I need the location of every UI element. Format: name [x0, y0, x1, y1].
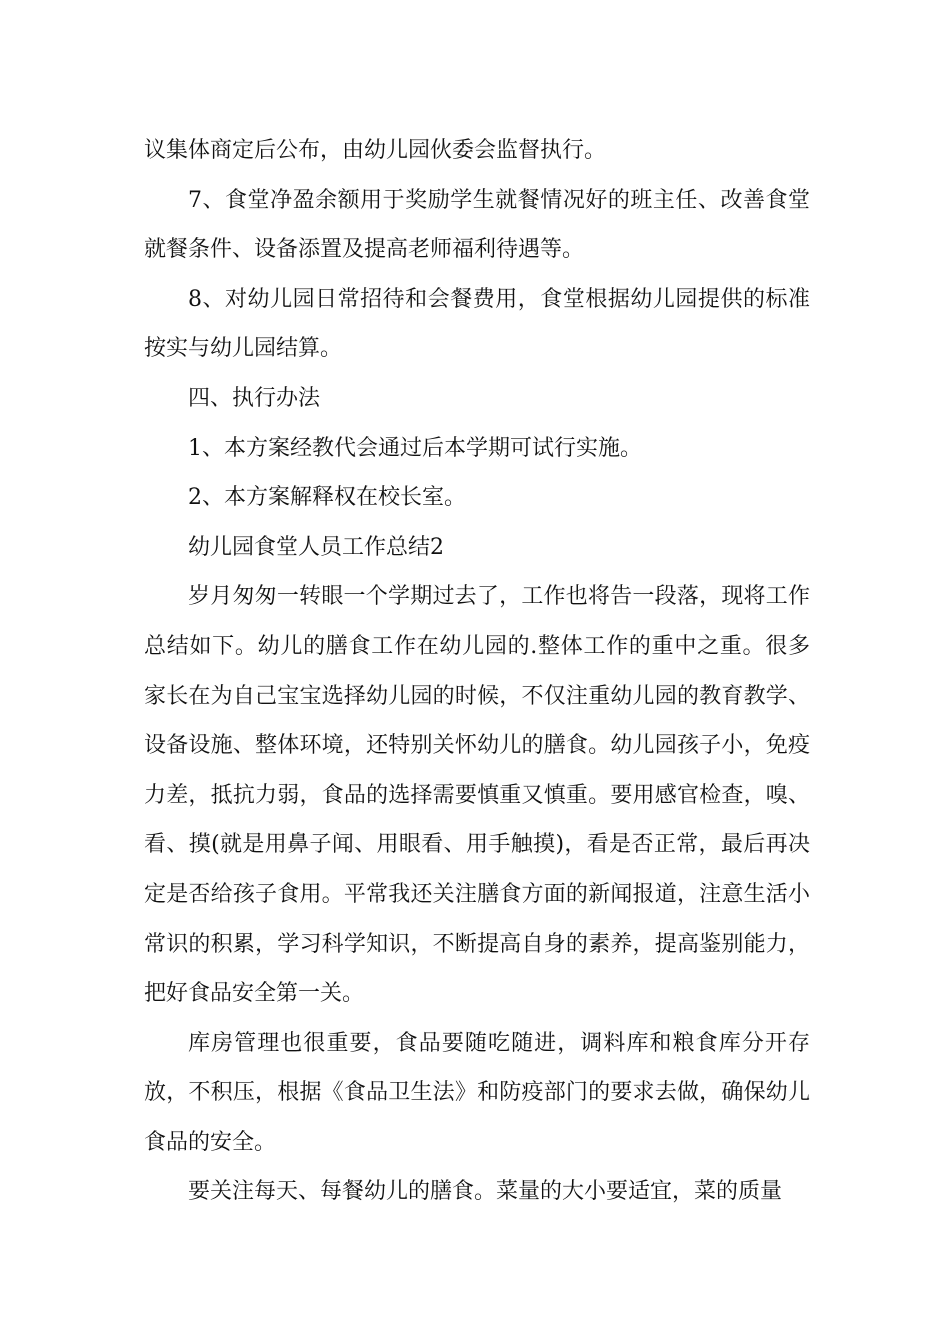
section-heading-execution: 四、执行办法	[188, 385, 321, 411]
paragraph-item-8: 8、对幼儿园日常招待和会餐费用，食堂根据幼儿园提供的标准按实与幼儿园结算。	[144, 286, 810, 362]
paragraph-daily-meals: 要关注每天、每餐幼儿的膳食。菜量的大小要适宜，菜的质量	[188, 1179, 783, 1205]
paragraph-execution-2: 2、本方案解释权在校长室。	[188, 485, 466, 511]
paragraph-execution-1: 1、本方案经教代会通过后本学期可试行实施。	[188, 435, 642, 461]
paragraph-continuation: 议集体商定后公布，由幼儿园伙委会监督执行。	[144, 138, 607, 163]
section-title-summary-2: 幼儿园食堂人员工作总结2	[188, 534, 444, 560]
paragraph-summary-intro: 岁月匆匆一转眼一个学期过去了，工作也将告一段落，现将工作总结如下。幼儿的膳食工作在幼儿园的.整体工作的重中之重。很多家长在为自己宝宝选择幼儿园的时候，不仅注重幼儿园的教育教学、设备设施、整体环境，还特别关怀幼儿的膳食。幼儿园孩子小，免疫力差，抵抗力弱，食品的选择需要慎重又慎重。要用感官检查，嗅、看、摸(就是用鼻子闻、用眼看、用手触摸)，看是否正常，最后再决定是否给孩子食用。平常我还关注膳食方面的新闻报道，注意生活小常识的积累，学习科学知识，不断提高自身的素养，提高鉴别能力，把好食品安全第一关。	[144, 584, 810, 1007]
paragraph-storage: 库房管理也很重要，食品要随吃随进，调料库和粮食库分开存放，不积压，根据《食品卫生法》和防疫部门的要求去做，确保幼儿食品的安全。	[144, 1030, 810, 1155]
paragraph-item-7: 7、食堂净盈余额用于奖励学生就餐情况好的班主任、改善食堂就餐条件、设备添置及提高老师福利待遇等。	[144, 187, 810, 263]
document-body	[144, 126, 810, 1217]
